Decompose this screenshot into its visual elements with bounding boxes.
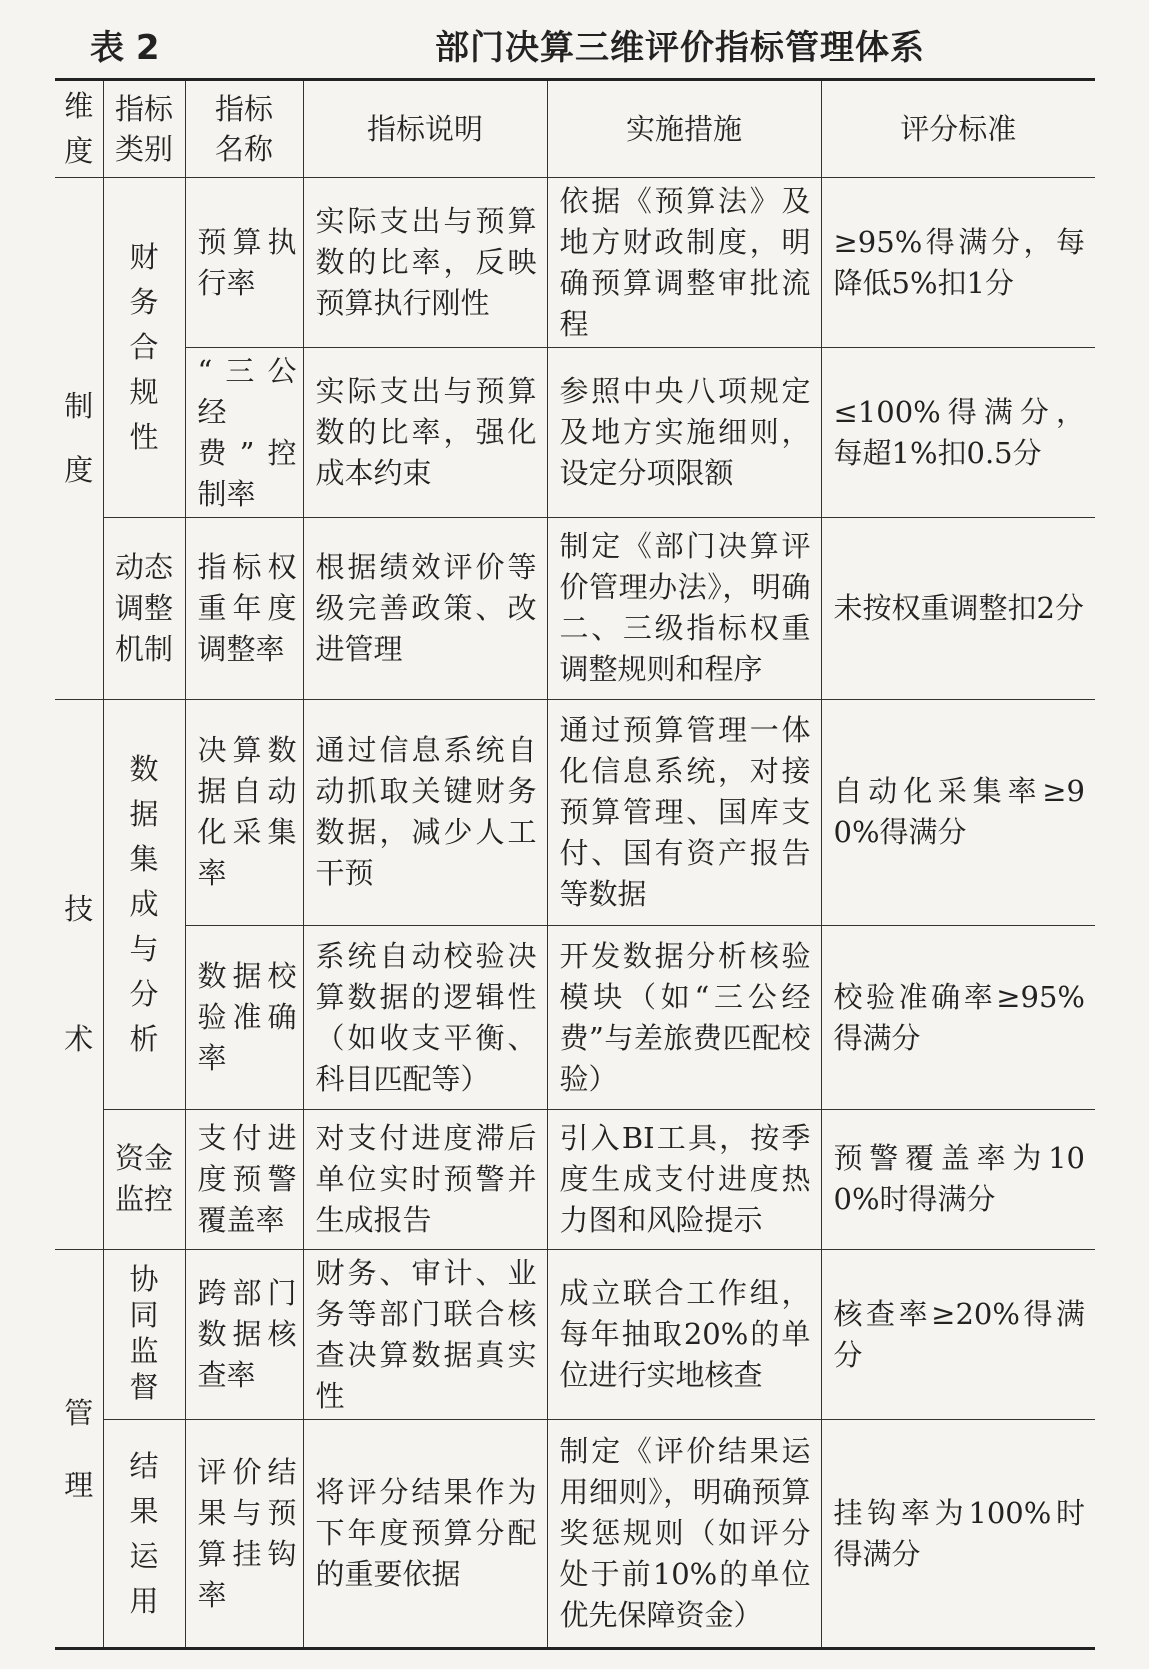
table-title: 部门决算三维评价指标管理体系 bbox=[435, 28, 925, 68]
table-row bbox=[55, 926, 1095, 1109]
indicator-name: 支付进度预警覆盖率 bbox=[185, 1109, 303, 1249]
indicator-name: 指标权重年度调整率 bbox=[185, 518, 303, 699]
table-row bbox=[55, 699, 1095, 926]
implementation-measure: 制定《评价结果运用细则》，明确预算奖惩规则（如评分处于前10%的单位优先保障资金） bbox=[547, 1420, 821, 1649]
implementation-measure: 开发数据分析核验模块（如“三公经费”与差旅费匹配校验） bbox=[547, 926, 821, 1109]
indicator-name: “三公经费”控制率 bbox=[185, 348, 303, 518]
category-cell: 财务合规性 bbox=[103, 178, 185, 518]
table-row bbox=[55, 1109, 1095, 1249]
table-label: 表 2 bbox=[90, 28, 160, 68]
scoring-standard: 校验准确率≥95%得满分 bbox=[821, 926, 1095, 1109]
scoring-standard: ≤100%得满分，每超1%扣0.5分 bbox=[821, 348, 1095, 518]
scoring-standard: ≥95%得满分，每降低5%扣1分 bbox=[821, 178, 1095, 348]
header-score: 评分标准 bbox=[821, 80, 1095, 178]
header-category: 指标类别 bbox=[103, 80, 185, 178]
table-row bbox=[55, 518, 1095, 699]
dimension-cell: 管理 bbox=[55, 1250, 103, 1649]
table-row bbox=[55, 178, 1095, 348]
implementation-measure: 制定《部门决算评价管理办法》，明确二、三级指标权重调整规则和程序 bbox=[547, 518, 821, 699]
category-cell: 结果运用 bbox=[103, 1420, 185, 1649]
indicator-description: 系统自动校验决算数据的逻辑性（如收支平衡、科目匹配等） bbox=[303, 926, 547, 1109]
header-row bbox=[55, 80, 1095, 178]
header-dimension: 维度 bbox=[55, 80, 103, 178]
scoring-standard: 挂钩率为100%时得满分 bbox=[821, 1420, 1095, 1649]
indicator-description: 根据绩效评价等级完善政策、改进管理 bbox=[303, 518, 547, 699]
dimension-cell: 技术 bbox=[55, 699, 103, 1249]
implementation-measure: 引入BI工具，按季度生成支付进度热力图和风险提示 bbox=[547, 1109, 821, 1249]
indicator-name: 决算数据自动化采集率 bbox=[185, 699, 303, 926]
indicator-description: 对支付进度滞后单位实时预警并生成报告 bbox=[303, 1109, 547, 1249]
indicator-description: 财务、审计、业务等部门联合核查决算数据真实性 bbox=[303, 1250, 547, 1420]
implementation-measure: 依据《预算法》及地方财政制度，明确预算调整审批流程 bbox=[547, 178, 821, 348]
indicator-name: 预算执行率 bbox=[185, 178, 303, 348]
implementation-measure: 成立联合工作组，每年抽取20%的单位进行实地核查 bbox=[547, 1250, 821, 1420]
indicator-table bbox=[55, 78, 1095, 1650]
indicator-name: 数据校验准确率 bbox=[185, 926, 303, 1109]
indicator-description: 实际支出与预算数的比率，反映预算执行刚性 bbox=[303, 178, 547, 348]
header-measure: 实施措施 bbox=[547, 80, 821, 178]
indicator-description: 实际支出与预算数的比率，强化成本约束 bbox=[303, 348, 547, 518]
category-cell: 数据集成与分析 bbox=[103, 699, 185, 1109]
table-title-row bbox=[90, 20, 1120, 76]
indicator-description: 通过信息系统自动抓取关键财务数据，减少人工干预 bbox=[303, 699, 547, 926]
table-row bbox=[55, 1250, 1095, 1420]
dimension-cell: 制度 bbox=[55, 178, 103, 700]
indicator-name: 跨部门数据核查率 bbox=[185, 1250, 303, 1420]
scoring-standard: 预警覆盖率为100%时得满分 bbox=[821, 1109, 1095, 1249]
implementation-measure: 参照中央八项规定及地方实施细则，设定分项限额 bbox=[547, 348, 821, 518]
table-row bbox=[55, 348, 1095, 518]
scoring-standard: 未按权重调整扣2分 bbox=[821, 518, 1095, 699]
scoring-standard: 自动化采集率≥90%得满分 bbox=[821, 699, 1095, 926]
indicator-description: 将评分结果作为下年度预算分配的重要依据 bbox=[303, 1420, 547, 1649]
category-cell: 动态调整机制 bbox=[103, 518, 185, 699]
header-description: 指标说明 bbox=[303, 80, 547, 178]
implementation-measure: 通过预算管理一体化信息系统，对接预算管理、国库支付、国有资产报告等数据 bbox=[547, 699, 821, 926]
table-row bbox=[55, 1420, 1095, 1649]
scoring-standard: 核查率≥20%得满分 bbox=[821, 1250, 1095, 1420]
header-name: 指标名称 bbox=[185, 80, 303, 178]
category-cell: 资金监控 bbox=[103, 1109, 185, 1249]
indicator-name: 评价结果与预算挂钩率 bbox=[185, 1420, 303, 1649]
category-cell: 协同监督 bbox=[103, 1250, 185, 1420]
